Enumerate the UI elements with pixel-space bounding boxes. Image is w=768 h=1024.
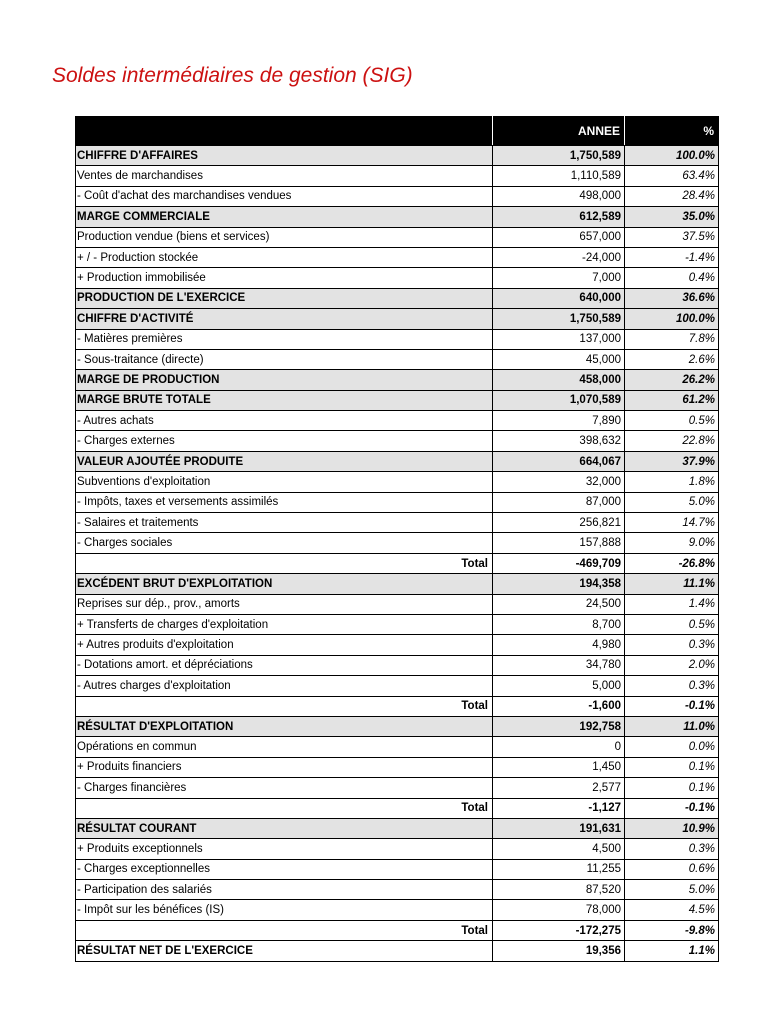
- row-percent: 22.8%: [625, 431, 719, 451]
- row-value: -469,709: [493, 553, 625, 573]
- row-percent: -0.1%: [625, 798, 719, 818]
- row-percent: 63.4%: [625, 166, 719, 186]
- row-label: EXCÉDENT BRUT D'EXPLOITATION: [76, 574, 493, 594]
- subtotal-row: [76, 288, 719, 308]
- row-percent: 0.1%: [625, 757, 719, 777]
- table-row: [76, 513, 719, 533]
- row-label: - Charges exceptionnelles: [76, 859, 493, 879]
- row-value: 1,750,589: [493, 309, 625, 329]
- row-label: + Production immobilisée: [76, 268, 493, 288]
- row-label: - Salaires et traitements: [76, 513, 493, 533]
- row-label: + / - Production stockée: [76, 247, 493, 267]
- row-label: Opérations en commun: [76, 737, 493, 757]
- row-value: 5,000: [493, 676, 625, 696]
- row-value: 191,631: [493, 818, 625, 838]
- row-percent: 0.0%: [625, 737, 719, 757]
- table-row: [76, 757, 719, 777]
- row-percent: 100.0%: [625, 309, 719, 329]
- row-percent: 7.8%: [625, 329, 719, 349]
- row-percent: -1.4%: [625, 247, 719, 267]
- row-percent: 100.0%: [625, 146, 719, 166]
- row-value: 1,070,589: [493, 390, 625, 410]
- subtotal-row: [76, 451, 719, 471]
- row-value: 19,356: [493, 941, 625, 961]
- row-percent: 1.8%: [625, 472, 719, 492]
- row-label: - Participation des salariés: [76, 880, 493, 900]
- row-value: 2,577: [493, 778, 625, 798]
- row-percent: -0.1%: [625, 696, 719, 716]
- table-row: [76, 839, 719, 859]
- header-year: ANNEE: [493, 117, 625, 146]
- total-row: [76, 553, 719, 573]
- row-value: 78,000: [493, 900, 625, 920]
- row-percent: 0.5%: [625, 411, 719, 431]
- header-label-cell: [76, 117, 493, 146]
- row-value: -172,275: [493, 920, 625, 940]
- row-label: MARGE DE PRODUCTION: [76, 370, 493, 390]
- subtotal-row: [76, 818, 719, 838]
- row-label: RÉSULTAT D'EXPLOITATION: [76, 716, 493, 736]
- row-percent: 1.1%: [625, 941, 719, 961]
- row-value: 45,000: [493, 349, 625, 369]
- row-percent: 4.5%: [625, 900, 719, 920]
- row-percent: 0.5%: [625, 614, 719, 634]
- row-label: RÉSULTAT COURANT: [76, 818, 493, 838]
- row-label: - Autres achats: [76, 411, 493, 431]
- table-row: [76, 247, 719, 267]
- row-label: Total: [76, 798, 493, 818]
- table-row: [76, 676, 719, 696]
- subtotal-row: [76, 370, 719, 390]
- row-percent: 0.3%: [625, 839, 719, 859]
- table-row: [76, 268, 719, 288]
- row-label: - Matières premières: [76, 329, 493, 349]
- row-label: + Autres produits d'exploitation: [76, 635, 493, 655]
- row-percent: 0.6%: [625, 859, 719, 879]
- row-percent: 0.3%: [625, 635, 719, 655]
- row-label: CHIFFRE D'ACTIVITÉ: [76, 309, 493, 329]
- row-percent: 0.1%: [625, 778, 719, 798]
- table-row: [76, 635, 719, 655]
- row-percent: 10.9%: [625, 818, 719, 838]
- row-value: 1,110,589: [493, 166, 625, 186]
- row-percent: 61.2%: [625, 390, 719, 410]
- row-percent: 11.1%: [625, 574, 719, 594]
- row-percent: 11.0%: [625, 716, 719, 736]
- row-percent: 35.0%: [625, 207, 719, 227]
- row-value: -24,000: [493, 247, 625, 267]
- row-label: - Coût d'achat des marchandises vendues: [76, 186, 493, 206]
- row-value: 137,000: [493, 329, 625, 349]
- row-value: 87,000: [493, 492, 625, 512]
- sig-table: [75, 116, 719, 962]
- row-percent: 0.3%: [625, 676, 719, 696]
- row-percent: 37.5%: [625, 227, 719, 247]
- table-body: [76, 146, 719, 962]
- row-label: - Dotations amort. et dépréciations: [76, 655, 493, 675]
- row-percent: 5.0%: [625, 492, 719, 512]
- row-label: Total: [76, 920, 493, 940]
- row-value: 11,255: [493, 859, 625, 879]
- table-row: [76, 900, 719, 920]
- row-value: -1,127: [493, 798, 625, 818]
- row-value: 664,067: [493, 451, 625, 471]
- page-title: Soldes intermédiaires de gestion (SIG): [52, 64, 413, 87]
- table-row: [76, 533, 719, 553]
- table-row: [76, 614, 719, 634]
- row-percent: 2.6%: [625, 349, 719, 369]
- row-value: 7,000: [493, 268, 625, 288]
- row-label: Reprises sur dép., prov., amorts: [76, 594, 493, 614]
- table-header-row: [76, 117, 719, 146]
- row-value: 256,821: [493, 513, 625, 533]
- row-value: 157,888: [493, 533, 625, 553]
- row-percent: 14.7%: [625, 513, 719, 533]
- subtotal-row: [76, 941, 719, 961]
- table-row: [76, 227, 719, 247]
- row-value: -1,600: [493, 696, 625, 716]
- row-label: Total: [76, 696, 493, 716]
- row-label: Production vendue (biens et services): [76, 227, 493, 247]
- row-value: 194,358: [493, 574, 625, 594]
- row-value: 498,000: [493, 186, 625, 206]
- row-value: 458,000: [493, 370, 625, 390]
- row-label: PRODUCTION DE L'EXERCICE: [76, 288, 493, 308]
- row-label: - Charges sociales: [76, 533, 493, 553]
- total-row: [76, 798, 719, 818]
- table-row: [76, 166, 719, 186]
- row-percent: 26.2%: [625, 370, 719, 390]
- row-percent: 5.0%: [625, 880, 719, 900]
- subtotal-row: [76, 716, 719, 736]
- row-value: 7,890: [493, 411, 625, 431]
- table-row: [76, 472, 719, 492]
- row-value: 4,500: [493, 839, 625, 859]
- row-value: 0: [493, 737, 625, 757]
- row-percent: 0.4%: [625, 268, 719, 288]
- total-row: [76, 696, 719, 716]
- row-label: Ventes de marchandises: [76, 166, 493, 186]
- subtotal-row: [76, 146, 719, 166]
- row-percent: -9.8%: [625, 920, 719, 940]
- row-value: 192,758: [493, 716, 625, 736]
- row-label: Total: [76, 553, 493, 573]
- row-label: MARGE BRUTE TOTALE: [76, 390, 493, 410]
- row-value: 87,520: [493, 880, 625, 900]
- row-value: 24,500: [493, 594, 625, 614]
- row-label: MARGE COMMERCIALE: [76, 207, 493, 227]
- table-row: [76, 431, 719, 451]
- row-label: RÉSULTAT NET DE L'EXERCICE: [76, 941, 493, 961]
- row-label: - Charges financières: [76, 778, 493, 798]
- row-value: 1,450: [493, 757, 625, 777]
- row-label: CHIFFRE D'AFFAIRES: [76, 146, 493, 166]
- table-row: [76, 329, 719, 349]
- row-label: + Transferts de charges d'exploitation: [76, 614, 493, 634]
- total-row: [76, 920, 719, 940]
- table-row: [76, 655, 719, 675]
- row-percent: 1.4%: [625, 594, 719, 614]
- table-row: [76, 859, 719, 879]
- table-row: [76, 492, 719, 512]
- header-percent: %: [625, 117, 719, 146]
- table-row: [76, 778, 719, 798]
- row-percent: 28.4%: [625, 186, 719, 206]
- row-value: 657,000: [493, 227, 625, 247]
- table-row: [76, 186, 719, 206]
- row-label: - Impôts, taxes et versements assimilés: [76, 492, 493, 512]
- row-value: 8,700: [493, 614, 625, 634]
- row-value: 34,780: [493, 655, 625, 675]
- table-row: [76, 594, 719, 614]
- row-label: - Charges externes: [76, 431, 493, 451]
- row-value: 1,750,589: [493, 146, 625, 166]
- row-percent: 36.6%: [625, 288, 719, 308]
- row-percent: 2.0%: [625, 655, 719, 675]
- row-label: VALEUR AJOUTÉE PRODUITE: [76, 451, 493, 471]
- row-value: 640,000: [493, 288, 625, 308]
- table-row: [76, 737, 719, 757]
- row-value: 4,980: [493, 635, 625, 655]
- table-row: [76, 411, 719, 431]
- subtotal-row: [76, 390, 719, 410]
- subtotal-row: [76, 207, 719, 227]
- row-label: + Produits financiers: [76, 757, 493, 777]
- row-value: 32,000: [493, 472, 625, 492]
- row-percent: -26.8%: [625, 553, 719, 573]
- row-percent: 37.9%: [625, 451, 719, 471]
- subtotal-row: [76, 574, 719, 594]
- row-value: 398,632: [493, 431, 625, 451]
- table-row: [76, 349, 719, 369]
- row-label: + Produits exceptionnels: [76, 839, 493, 859]
- row-label: - Sous-traitance (directe): [76, 349, 493, 369]
- row-label: - Impôt sur les bénéfices (IS): [76, 900, 493, 920]
- row-label: - Autres charges d'exploitation: [76, 676, 493, 696]
- table-row: [76, 880, 719, 900]
- row-percent: 9.0%: [625, 533, 719, 553]
- row-label: Subventions d'exploitation: [76, 472, 493, 492]
- row-value: 612,589: [493, 207, 625, 227]
- subtotal-row: [76, 309, 719, 329]
